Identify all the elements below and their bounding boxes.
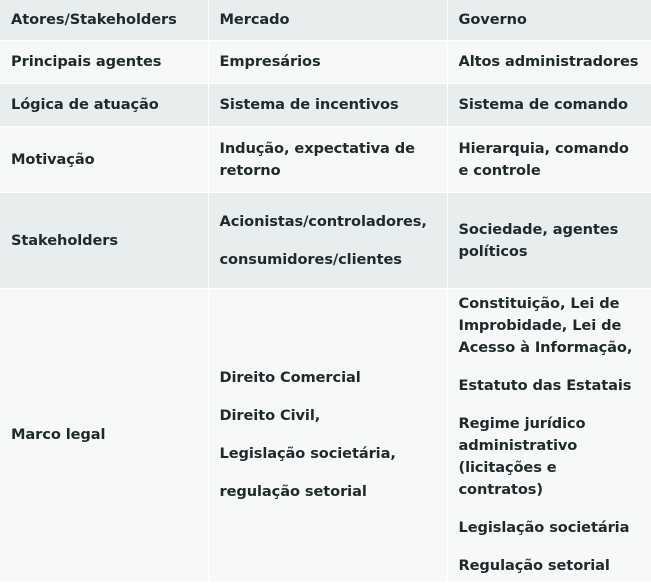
mercado-cell: Indução, expectativa de retorno (208, 127, 447, 193)
row-label: Marco legal (0, 289, 208, 582)
table-row (0, 193, 651, 289)
row-label: Motivação (0, 127, 208, 193)
mercado-item: Direito Comercial (219, 369, 361, 386)
table-row (0, 127, 651, 193)
mercado-item: regulação setorial (219, 483, 367, 500)
governo-item: Estatuto das Estatais (458, 377, 632, 394)
header-atores: Atores/Stakeholders (0, 0, 208, 41)
table-row (0, 289, 651, 582)
table-row (0, 41, 651, 84)
mercado-cell (208, 289, 447, 582)
row-label: Stakeholders (0, 193, 208, 289)
header-governo: Governo (447, 0, 651, 41)
governo-cell: Altos administradores (447, 41, 651, 84)
governo-item: Constituição, Lei de Improbidade, Lei de Acesso à Informação, (458, 295, 633, 356)
governo-cell: Hierarquia, comando e controle (447, 127, 651, 193)
mercado-item: Acionistas/controladores, (219, 212, 427, 230)
governo-item: Regime jurídico administrativo (licitações e contratos) (458, 415, 586, 498)
table-row (0, 84, 651, 127)
mercado-cell: Sistema de incentivos (208, 84, 447, 127)
row-label: Lógica de atuação (0, 84, 208, 127)
table-header-row (0, 0, 651, 41)
header-mercado: Mercado (208, 0, 447, 41)
governo-cell (447, 289, 651, 582)
governo-cell: Sociedade, agentes políticos (447, 193, 651, 289)
mercado-item: consumidores/clientes (219, 250, 402, 268)
mercado-item: Legislação societária, (219, 445, 396, 462)
mercado-cell (208, 193, 447, 289)
mercado-cell: Empresários (208, 41, 447, 84)
governo-item: Regulação setorial (458, 557, 610, 574)
row-label: Principais agentes (0, 41, 208, 84)
governo-item: Legislação societária (458, 519, 630, 536)
mercado-item: Direito Civil, (219, 407, 321, 424)
governo-cell: Sistema de comando (447, 84, 651, 127)
